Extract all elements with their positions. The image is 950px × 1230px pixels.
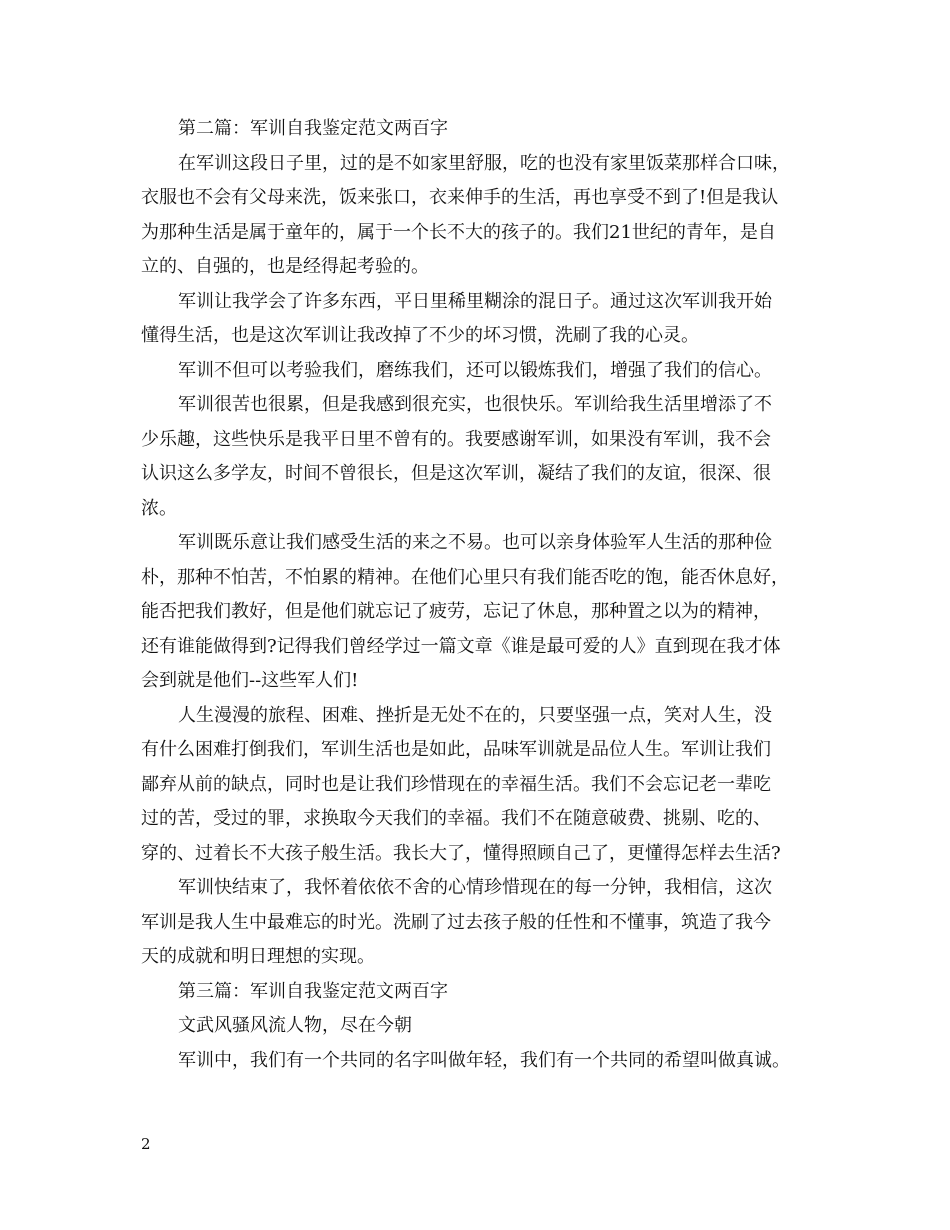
paragraph-line: 军训既乐意让我们感受生活的来之不易。也可以亲身体验军人生活的那种俭 xyxy=(178,532,772,553)
paragraph-line: 过的苦，受过的罪，求换取今天我们的幸福。我们不在随意破费、挑剔、吃的、 xyxy=(141,808,771,829)
paragraph-line: 军训很苦也很累，但是我感到很充实，也很快乐。军训给我生活里增添了不 xyxy=(178,394,772,415)
paragraph-line: 认识这么多学友，时间不曾很长，但是这次军训，凝结了我们的友谊，很深、很 xyxy=(141,463,771,484)
paragraph-line: 会到就是他们--这些军人们! xyxy=(141,670,359,691)
paragraph-line: 懂得生活，也是这次军训让我改掉了不少的坏习惯，洗刷了我的心灵。 xyxy=(141,325,699,346)
paragraph-line: 军训快结束了，我怀着依依不舍的心情珍惜现在的每一分钟，我相信，这次 xyxy=(178,877,772,898)
paragraph-line: 天的成就和明日理想的实现。 xyxy=(141,946,375,967)
paragraph-line: 军训是我人生中最难忘的时光。洗刷了过去孩子般的任性和不懂事，筑造了我今 xyxy=(141,911,771,933)
paragraph-line: 浓。 xyxy=(141,497,177,519)
paragraph-line: 鄙弃从前的缺点，同时也是让我们珍惜现在的幸福生活。我们不会忘记老一辈吃 xyxy=(141,773,771,795)
paragraph-line: 还有谁能做得到?记得我们曾经学过一篇文章《谁是最可爱的人》直到现在我才体 xyxy=(141,635,781,657)
paragraph-line: 立的、自强的，也是经得起考验的。 xyxy=(141,256,429,277)
paragraph-line: 人生漫漫的旅程、困难、挫折是无处不在的，只要坚强一点，笑对人生，没 xyxy=(178,704,772,726)
paragraph-line: 少乐趣，这些快乐是我平日里不曾有的。我要感谢军训，如果没有军训，我不会 xyxy=(141,428,771,450)
paragraph-line: 为那种生活是属于童年的，属于一个长不大的孩子的。我们21世纪的青年，是自 xyxy=(141,221,776,243)
paragraph-line: 穿的、过着长不大孩子般生活。我长大了，懂得照顾自己了，更懂得怎样去生活? xyxy=(141,842,781,864)
section-heading-3: 第三篇：军训自我鉴定范文两百字 xyxy=(178,980,448,1002)
paragraph-line: 能否把我们教好，但是他们就忘记了疲劳，忘记了休息，那种置之以为的精神， xyxy=(141,601,771,622)
paragraph-line: 有什么困难打倒我们，军训生活也是如此，品味军训就是品位人生。军训让我们 xyxy=(141,739,771,760)
paragraph-line: 朴，那种不怕苦，不怕累的精神。在他们心里只有我们能否吃的饱，能否休息好， xyxy=(141,566,789,588)
page-number: 2 xyxy=(141,1135,151,1153)
paragraph-line: 衣服也不会有父母来洗，饭来张口，衣来伸手的生活，再也享受不到了!但是我认 xyxy=(141,187,779,208)
paragraph-line: 军训不但可以考验我们，磨练我们，还可以锻炼我们，增强了我们的信心。 xyxy=(178,359,772,381)
section-heading-2: 第二篇：军训自我鉴定范文两百字 xyxy=(178,118,448,139)
paragraph-line: 文武风骚风流人物，尽在今朝 xyxy=(178,1015,412,1036)
paragraph-line: 军训让我学会了许多东西，平日里稀里糊涂的混日子。通过这次军训我开始 xyxy=(178,290,772,312)
paragraph-line: 军训中，我们有一个共同的名字叫做年轻，我们有一个共同的希望叫做真诚。 xyxy=(178,1049,790,1071)
paragraph-line: 在军训这段日子里，过的是不如家里舒服，吃的也没有家里饭菜那样合口味， xyxy=(178,152,790,174)
